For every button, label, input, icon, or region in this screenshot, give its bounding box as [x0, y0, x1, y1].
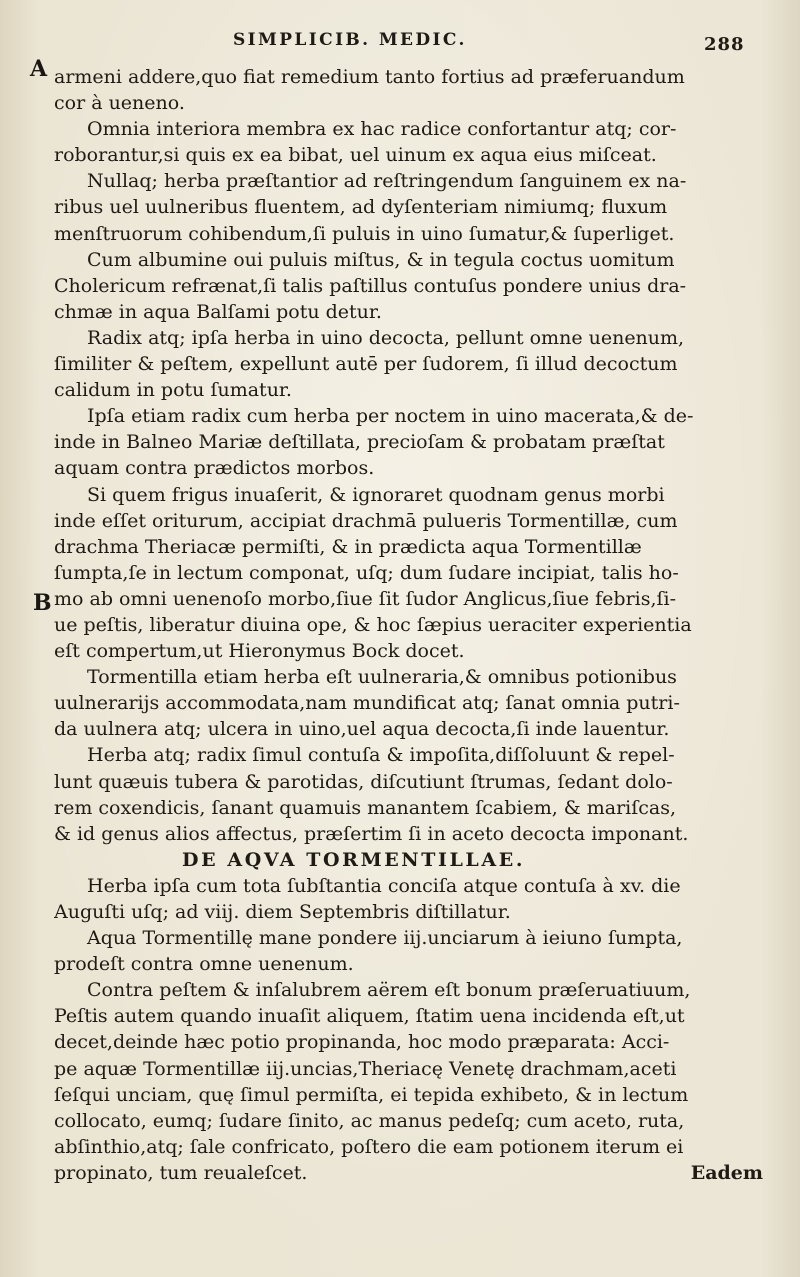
text-line-content: aquam contra prædictos morbos. [54, 457, 375, 480]
text-line [54, 1108, 769, 1134]
text-line [54, 1056, 769, 1082]
text-line [54, 873, 769, 899]
text-line [54, 351, 769, 377]
text-line [54, 795, 769, 821]
text-line-content: roborantur,si quis ex ea bibat, uel uinum ex aqua eius miſceat. [54, 144, 657, 167]
text-line [54, 769, 769, 795]
text-line-content: armeni addere,quo fiat remedium tanto fortius ad præferuandum [54, 66, 685, 88]
text-line [54, 716, 769, 742]
text-line-content: lunt quæuis tubera & parotidas, diſcutiunt ſtrumas, ſedant dolo- [54, 770, 673, 793]
text-line-content: chmæ in aqua Balſami potu detur. [54, 300, 382, 323]
text-line-content: decet,deinde hæc potio propinanda, hoc modo præparata: Acci- [54, 1031, 670, 1054]
text-line-content: mo ab omni uenenoſo morbo,ſiue ſit ſudor Anglicus,ſiue febris,ſi- [54, 587, 677, 610]
text-line-content: Ipſa etiam radix cum herba per noctem in uino macerata,& de- [87, 405, 694, 428]
text-line [54, 299, 769, 325]
text-line-content: ribus uel uulneribus fluentem, ad dyſenteriam nimiumq; fluxum [54, 196, 668, 219]
text-line [54, 664, 769, 690]
running-title: SIMPLICIB. MEDIC. [233, 30, 467, 50]
text-line-content: Si quem frigus inuaſerit, & ignoraret quodnam genus morbi [87, 483, 665, 506]
text-line-content: Peſtis autem quando inuaſit aliquem, ſtatim uena incidenda eſt,ut [54, 1005, 685, 1028]
text-line [54, 612, 769, 638]
text-line [54, 690, 769, 716]
text-line [54, 508, 769, 534]
text-line [54, 403, 769, 429]
text-line [54, 638, 769, 664]
text-line-content: Contra peſtem & inſalubrem aërem eſt bonum præſeruatiuum, [87, 979, 691, 1002]
text-line [54, 899, 769, 925]
margin-letter-b: B [33, 590, 52, 616]
text-line-content: drachma Theriacæ permiſti, & in prædicta aqua Tormentillæ [54, 535, 642, 558]
text-line [54, 742, 769, 768]
text-line [54, 325, 769, 351]
text-line-content: inde in Balneo Mariæ deſtillata, precioſam & probatam præſtat [54, 431, 665, 454]
margin-letter-a: A [30, 56, 48, 82]
text-line [54, 1003, 769, 1029]
text-line [54, 1160, 769, 1186]
text-line [54, 455, 769, 481]
text-line-content: Cholericum refrænat,ſi talis paſtillus contuſus pondere unius dra- [54, 274, 687, 297]
text-line-content: Cum albumine oui puluis miſtus, & in tegula coctus uomitum [87, 248, 675, 271]
text-line-content: calidum in potu ſumatur. [54, 379, 292, 402]
text-line [54, 1082, 769, 1108]
text-line [54, 273, 769, 299]
text-line-content: propinato, tum reualeſcet. [54, 1161, 308, 1184]
section-heading [54, 847, 769, 873]
text-line-content: DE AQVA TORMENTILLAE. [182, 848, 526, 871]
text-line [54, 1029, 769, 1055]
text-line [54, 221, 769, 247]
text-line-content: inde eſſet oriturum, accipiat drachmā pulueris Tormentillæ, cum [54, 509, 678, 532]
text-line [54, 194, 769, 220]
page-header [0, 30, 800, 64]
text-line [54, 247, 769, 273]
text-line-content: Auguſti uſq; ad viij. diem Septembris diſtillatur. [54, 901, 511, 923]
text-line-content: Nullaq; herba præſtantior ad reſtringendum ſanguinem ex na- [87, 170, 687, 193]
text-line [54, 977, 769, 1003]
text-line-content: collocato, eumq; ſudare ſinito, ac manus pedeſq; cum aceto, ruta, [54, 1109, 685, 1132]
text-line [54, 560, 769, 586]
body-text [54, 64, 769, 1186]
text-line-content: menſtruorum cohibendum,ſi puluis in uino ſumatur,& ſuperliget. [54, 222, 675, 245]
text-line-content: Radix atq; ipſa herba in uino decocta, pellunt omne uenenum, [87, 326, 685, 349]
text-line [54, 482, 769, 508]
text-line [54, 429, 769, 455]
text-line-content: rem coxendicis, ſanant quamuis manantem ſcabiem, & mariſcas, [54, 796, 677, 819]
catchword: Eadem [690, 1161, 763, 1184]
text-line-content: uulnerarijs accommodata,nam mundificat atq; ſanat omnia putri- [54, 692, 680, 715]
text-line-content: Aqua Tormentillę mane pondere iij.unciarum à ieiuno ſumpta, [87, 927, 683, 950]
text-line-content: da uulnera atq; ulcera in uino,uel aqua decocta,ſi inde lauentur. [54, 718, 670, 741]
text-line-content: eſt compertum,ut Hieronymus Bock docet. [54, 640, 465, 663]
text-line-content: Tormentilla etiam herba eſt uulneraria,& omnibus potionibus [87, 666, 677, 689]
text-line [54, 64, 769, 90]
text-line [54, 90, 769, 116]
text-line [54, 925, 769, 951]
text-line [54, 951, 769, 977]
text-line [54, 116, 769, 142]
text-line [54, 1134, 769, 1160]
text-line-content: Herba atq; radix ſimul contuſa & impoſita,diſſoluunt & repel- [87, 744, 675, 767]
text-line-content: Omnia interiora membra ex hac radice confortantur atq; cor- [87, 118, 677, 141]
text-line [54, 821, 769, 847]
text-line [54, 586, 769, 612]
text-line-content: cor à ueneno. [54, 92, 185, 115]
text-line [54, 168, 769, 194]
text-line-content: ſeſqui unciam, quę ſimul permiſta, ei tepida exhibeto, & in lectum [54, 1083, 689, 1106]
text-line-content: & id genus alios affectus, præſertim ſi in aceto decocta imponant. [54, 822, 689, 845]
text-line-content: ſimiliter & peſtem, expellunt autē per ſudorem, ſi illud decoctum [54, 353, 678, 376]
text-line-content: abſinthio,atq; ſale confricato, poſtero die eam potionem iterum ei [54, 1135, 684, 1158]
text-line [54, 377, 769, 403]
text-line-content: ue peſtis, liberatur diuina ope, & hoc ſæpius ueraciter experientia [54, 613, 692, 636]
page-number: 288 [704, 34, 745, 55]
text-line-content: pe aquæ Tormentillæ iij.uncias,Theriacę Venetę drachmam,aceti [54, 1057, 677, 1080]
text-line-content: Herba ipſa cum tota ſubſtantia conciſa atque contuſa à xv. die [87, 874, 681, 897]
text-line [54, 534, 769, 560]
text-line-content: ſumpta,ſe in lectum componat, uſq; dum ſudare incipiat, talis ho- [54, 561, 679, 584]
text-line-content: prodeſt contra omne uenenum. [54, 953, 354, 976]
text-line [54, 142, 769, 168]
